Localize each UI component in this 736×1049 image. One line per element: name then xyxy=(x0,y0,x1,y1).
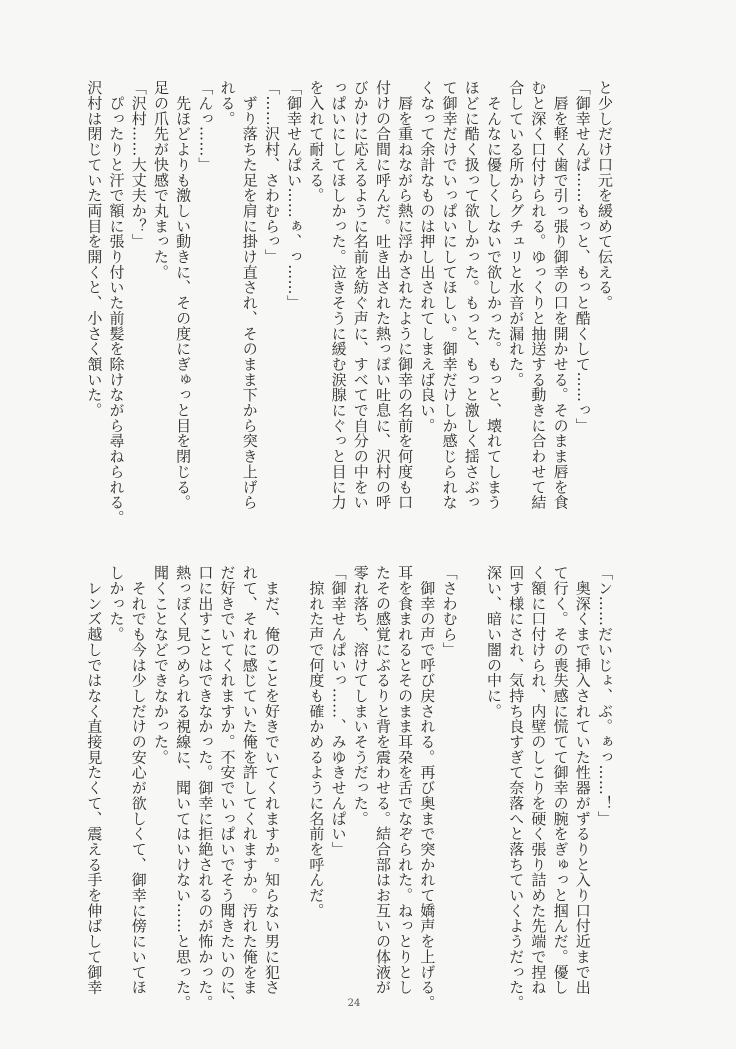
text-line: むと深く口付けられる。ゆっくりと抽送する動きに合わせて結 xyxy=(529,80,548,510)
text-line: 口に出すことはできなかった。御幸に拒絶されるのが怖かった。 xyxy=(196,565,215,1011)
text-line: それでも今は少しだけの安心が欲しくて、御幸に傍にいてほ xyxy=(129,565,148,995)
text-line: たその感覚にぶるりと背を震わせる。結合部はお互いの体液が xyxy=(373,565,392,995)
text-line: て御幸だけでいっぱいにしてほしい。御幸だけしか感じられな xyxy=(440,80,459,510)
text-line: 御幸の声で呼び戻される。再び奥まで突かれて嬌声を上げる。 xyxy=(418,565,437,1011)
text-line: 合している所からグチュリと水音が漏れた。 xyxy=(507,80,526,387)
text-line: 唇を軽く歯で引っ張り御幸の口を開かせる。そのまま唇を食 xyxy=(551,80,570,510)
text-line: 唇を重ねながら熱に浮かされたように御幸の名前を何度も口 xyxy=(396,80,415,510)
text-line: レンズ越しではなく直接見たくて、震える手を伸ばして御幸 xyxy=(85,565,104,995)
text-line: 奥深くまで挿入されていた性器がずるりと入り口付近まで出 xyxy=(573,565,592,995)
text-line: 耳を食まれるとそのまま耳朶を舌でなぞられた。ねっとりとし xyxy=(396,565,415,995)
text-line: 回す様にされ、気持ち良すぎて奈落へと落ちていくようだった。 xyxy=(507,565,526,1011)
text-line: 掠れた声で何度も確かめるように名前を呼んだ。 xyxy=(307,565,326,919)
text-line: 「御幸せんぱい……ぁ、っ……」 xyxy=(285,80,304,311)
text-line: て行く。その喪失感に慌てて御幸の腕をぎゅっと掴んだ。優し xyxy=(551,565,570,995)
text-line: びかけに応えるように名前を紡ぐ声に、すべてで自分の中をい xyxy=(351,80,370,510)
text-line: 「んっ……」 xyxy=(196,80,215,173)
text-line: しかった。 xyxy=(107,565,126,642)
text-line: 「御幸せんぱいっ……、みゆきせんぱい」 xyxy=(329,565,348,857)
text-line: 「沢村……大丈夫か？」 xyxy=(129,80,148,249)
text-line: っぱいにしてほしかった。泣きそうに緩む涙腺にぐっと目に力 xyxy=(329,80,348,510)
text-line xyxy=(461,565,483,1005)
page-number: 24 xyxy=(347,998,361,1009)
text-line: 沢村は閉じていた両目を開くと、小さく頷いた。 xyxy=(85,80,104,418)
text-block-bottom xyxy=(83,565,616,1011)
text-line: ずり落ちた足を肩に掛け直され、そのまま下から突き上げら xyxy=(240,80,259,510)
text-line: れて、それに感じていた俺を許してくれますか。汚れた俺をま xyxy=(240,565,259,995)
text-line: く額に口付けられ、内壁のしこりを硬く張り詰めた先端で捏ね xyxy=(529,565,548,995)
text-line: 聞くことなどできなかった。 xyxy=(151,565,170,765)
text-line: 先ほどよりも激しい動きに、その度にぎゅっと目を閉じる。 xyxy=(174,80,193,510)
text-line: そんなに優しくしないで欲しかった。もっと、壊れてしまう xyxy=(484,80,503,510)
text-line: くなって余計なものは押し出されてしまえば良い。 xyxy=(418,80,437,434)
text-line xyxy=(283,565,305,1005)
text-line: ほどに酷く扱って欲しかった。もっと、もっと激しく揺さぶっ xyxy=(462,80,481,510)
text-line: 深い、暗い闇の中に。 xyxy=(484,565,503,719)
text-line: 「御幸せんぱ……もっと、もっと酷くして……っ」 xyxy=(573,80,592,434)
text-line: れる。 xyxy=(218,80,237,127)
text-line: だ好きでいてくれますか。不安でいっぱいでそう聞きたいのに、 xyxy=(218,565,237,1011)
text-line: まだ、俺のことを好きでいてくれますか。知らない男に犯さ xyxy=(262,565,281,995)
text-line: 熱っぽく見つめられる視線に、聞いてはいけない……と思った。 xyxy=(174,565,193,1011)
text-line: と少しだけ口元を緩めて伝える。 xyxy=(596,80,614,311)
text-line: 「……沢村、さわむらっ」 xyxy=(262,80,281,265)
text-line: 「さわむら」 xyxy=(440,565,459,658)
text-line: ぴったりと汗で額に張り付いた前髪を除けながら尋ねられる。 xyxy=(107,80,126,526)
text-line: 足の爪先が快感で丸まった。 xyxy=(151,80,170,280)
text-block-top xyxy=(83,80,616,526)
text-line: 「ン……だいじょ、ぶ。ぁっ……！」 xyxy=(596,565,614,826)
text-line: を入れて耐える。 xyxy=(307,80,326,203)
text-line: 付けの合間に呼んだ。吐き出された熱っぽい吐息に、沢村の呼 xyxy=(373,80,392,510)
text-line: 零れ落ち、溶けてしまいそうだった。 xyxy=(351,565,370,826)
